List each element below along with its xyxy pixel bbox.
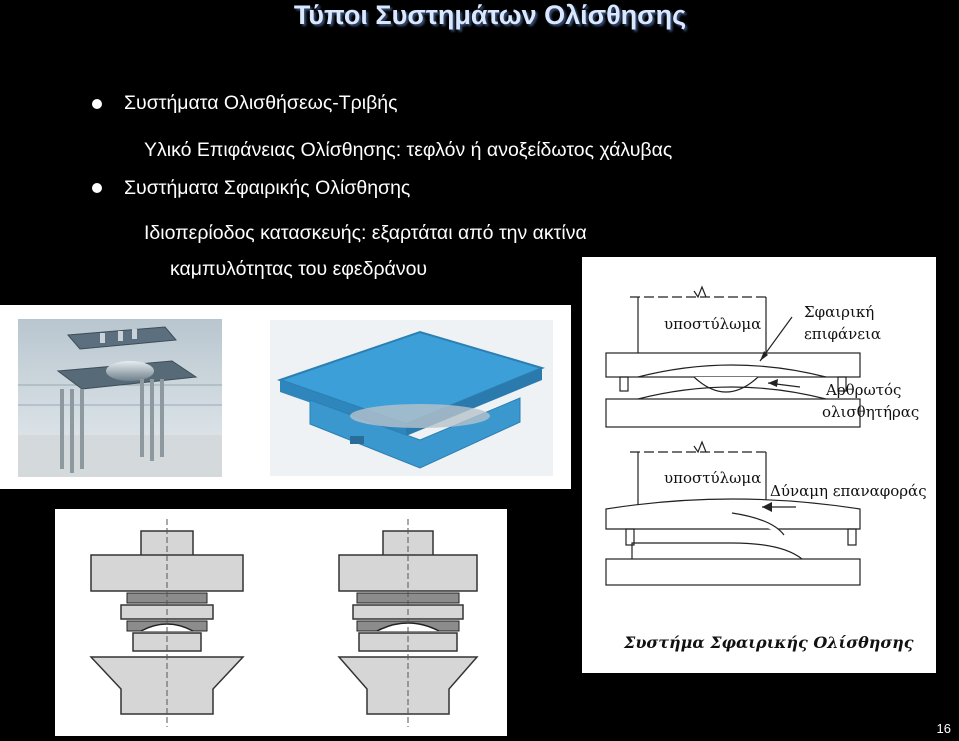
bullet-spherical-systems: Συστήματα Σφαιρικής Ολίσθησης bbox=[124, 177, 411, 199]
label-column-bottom: υποστύλωμα bbox=[664, 469, 762, 487]
bullet-dot bbox=[92, 99, 102, 109]
label-restoring-force: Δύναμη επαναφοράς bbox=[770, 482, 927, 500]
cross-section-illustration bbox=[55, 509, 507, 736]
label-spherical-surface-2: επιφάνεια bbox=[804, 325, 882, 343]
bullet-dot bbox=[92, 183, 102, 193]
label-column-top: υποστύλωμα bbox=[664, 315, 762, 333]
label-articulated-slider-1: Αρθρωτός bbox=[826, 381, 902, 399]
bullet-friction-systems: Συστήματα Ολισθήσεως-Τριβής bbox=[124, 92, 398, 114]
sub-bullet-natural-period-cont: καμπυλότητας του εφεδράνου bbox=[170, 258, 428, 280]
bearing-installation-render bbox=[0, 305, 571, 489]
label-articulated-slider-2: ολισθητήρας bbox=[822, 403, 920, 421]
label-spherical-surface-1: Σφαιρική bbox=[804, 303, 875, 321]
sub-bullet-sliding-material: Υλικό Επιφάνειας Ολίσθησης: τεφλόν ή ανοξείδωτος χάλυβας bbox=[144, 139, 673, 161]
spherical-sliding-schematic bbox=[582, 257, 936, 673]
installation-illustration bbox=[0, 305, 571, 489]
bearing-cross-section-drawing bbox=[55, 509, 507, 736]
slide-title: Τύποι Συστημάτων Ολίσθησης bbox=[293, 0, 687, 30]
schematic-caption: Συστήμα Σφαιρικής Ολίσθησης bbox=[624, 633, 914, 652]
slide-number: 16 bbox=[936, 721, 951, 736]
sub-bullet-natural-period: Ιδιοπερίοδος κατασκευής: εξαρτάται από την ακτίνα bbox=[144, 222, 587, 244]
